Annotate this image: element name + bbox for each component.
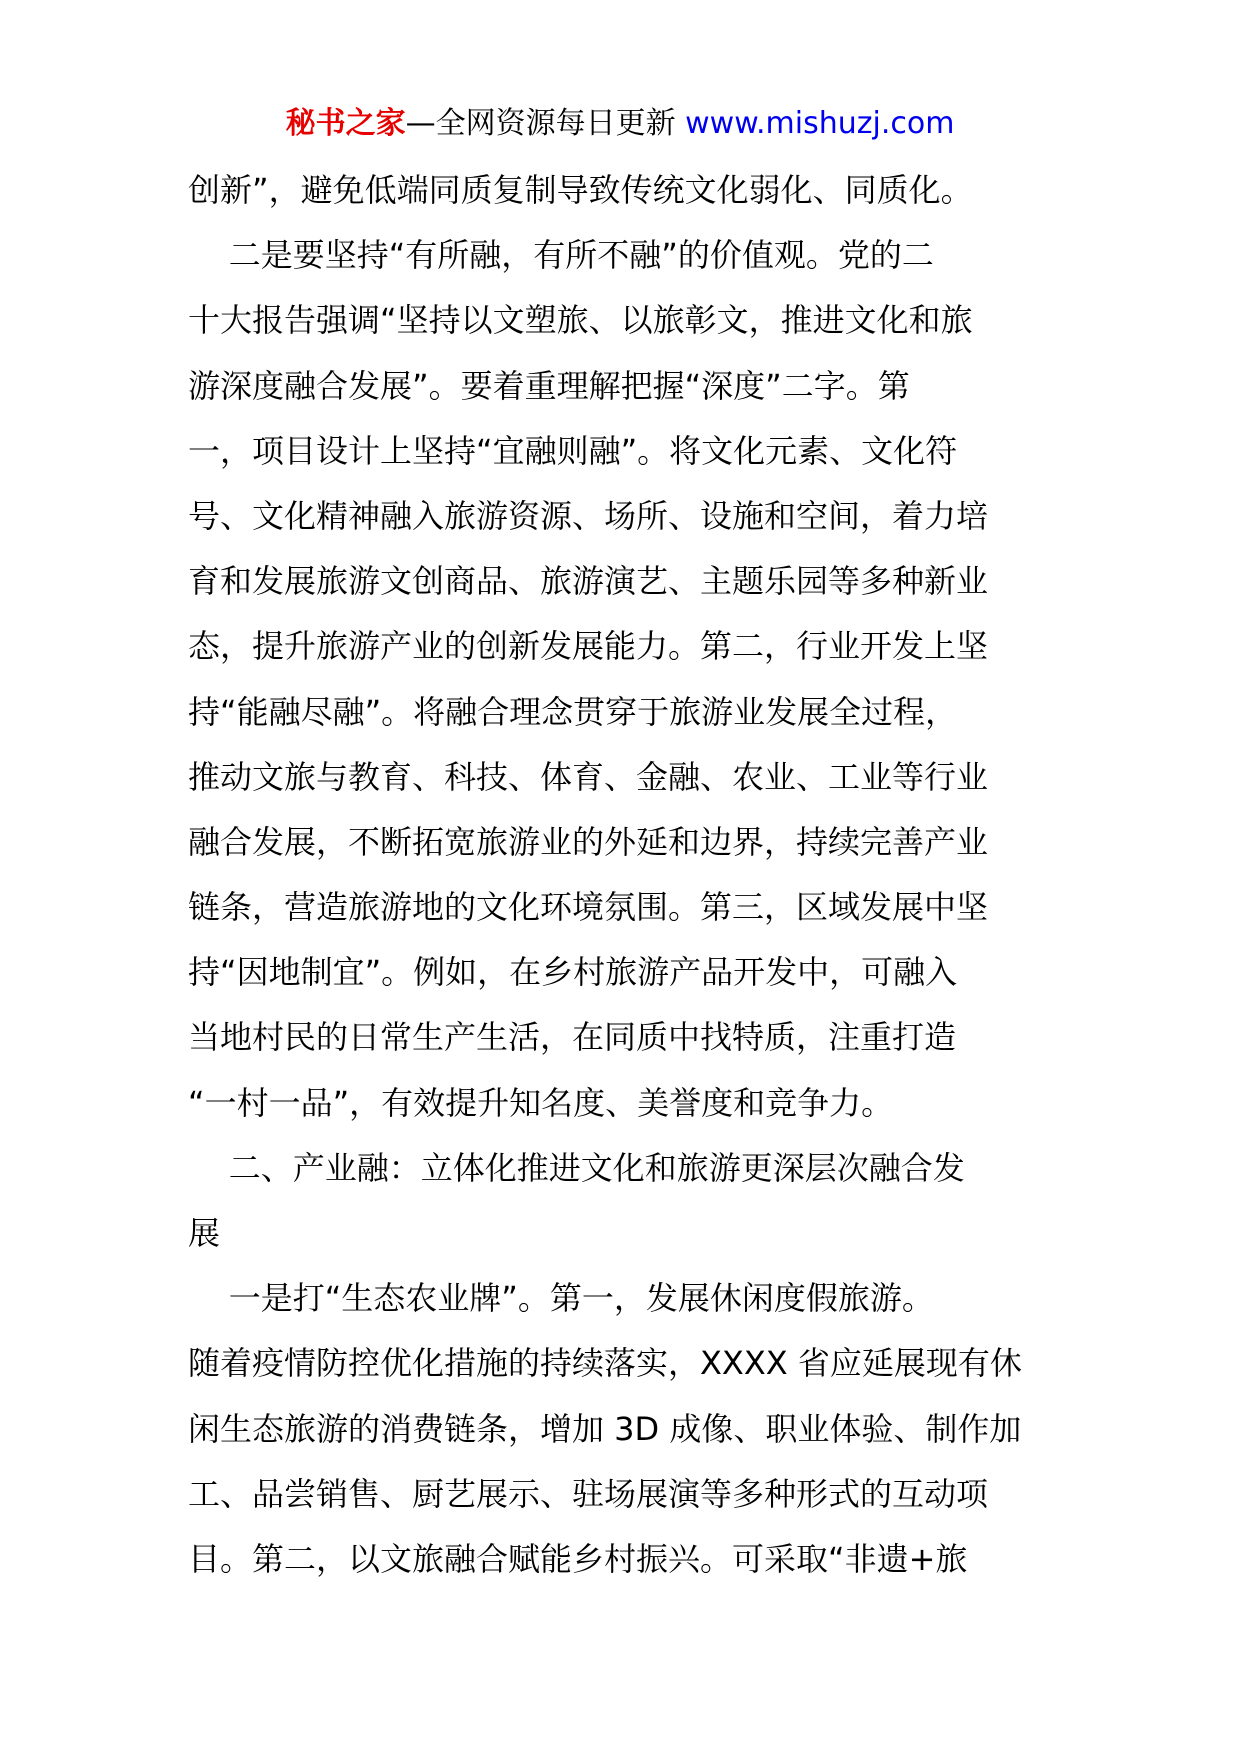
- header-tagline: —全网资源每日更新: [405, 106, 686, 141]
- text-line: 持“能融尽融”。将融合理念贯穿于旅游业发展全过程，: [188, 692, 958, 731]
- brand-name: 秘书之家: [285, 106, 406, 141]
- text-line: 态，提升旅游产业的创新发展能力。第二，行业开发上坚: [188, 627, 989, 666]
- text-line: 融合发展，不断拓宽旅游业的外延和边界，持续完善产业: [188, 822, 989, 861]
- section-heading-line: 二、产业融：立体化推进文化和旅游更深层次融合发: [188, 1148, 965, 1187]
- text-line: 随着疫情防控优化措施的持续落实，XXXX 省应延展现有休: [188, 1344, 1022, 1383]
- text-line: 一，项目设计上坚持“宜融则融”。将文化元素、文化符: [188, 431, 958, 470]
- site-url-link[interactable]: www.mishuzj.com: [685, 106, 955, 141]
- section-heading-line: 展: [188, 1214, 221, 1252]
- text-line: 二是要坚持“有所融，有所不融”的价值观。党的二: [188, 236, 934, 275]
- text-line: 闲生态旅游的消费链条，增加 3D 成像、职业体验、制作加: [188, 1409, 1022, 1448]
- text-line: 工、品尝销售、厨艺展示、驻场展演等多种形式的互动项: [188, 1474, 989, 1513]
- text-line: 创新”，避免低端同质复制导致传统文化弱化、同质化。: [188, 171, 973, 209]
- text-line: 当地村民的日常生产生活，在同质中找特质，注重打造: [188, 1018, 957, 1057]
- text-line: 持“因地制宜”。例如，在乡村旅游产品开发中，可融入: [188, 953, 958, 992]
- text-line: 推动文旅与教育、科技、体育、金融、农业、工业等行业: [188, 757, 989, 796]
- text-line: “一村一品”，有效提升知名度、美誉度和竞争力。: [188, 1083, 894, 1122]
- page-header: [0, 104, 1240, 144]
- text-line: 育和发展旅游文创商品、旅游演艺、主题乐园等多种新业: [188, 562, 989, 601]
- text-line: 游深度融合发展”。要着重理解把握“深度”二字。第: [188, 366, 910, 405]
- text-line: 号、文化精神融入旅游资源、场所、设施和空间，着力培: [188, 496, 989, 535]
- text-line: 目。第二，以文旅融合赋能乡村振兴。可采取“非遗+旅: [188, 1539, 968, 1578]
- text-line: 一是打“生态农业牌”。第一，发展休闲度假旅游。: [188, 1279, 934, 1318]
- text-line: 十大报告强调“坚持以文塑旅、以旅彰文，推进文化和旅: [188, 301, 973, 340]
- document-body: [188, 158, 1058, 1592]
- text-line: 链条，营造旅游地的文化环境氛围。第三，区域发展中坚: [188, 888, 989, 927]
